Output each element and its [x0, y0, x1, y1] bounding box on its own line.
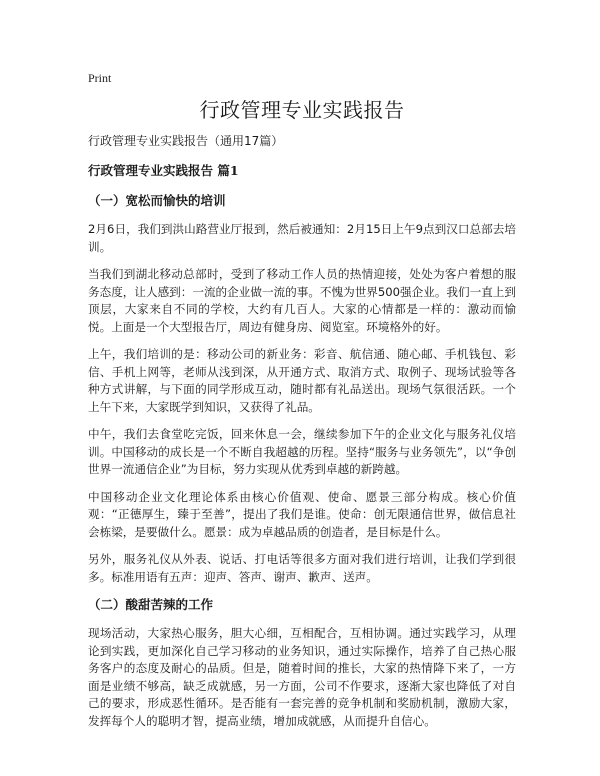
paragraph: 另外，服务礼仪从外表、说话、打电话等很多方面对我们进行培训，让我们学到很多。标准用语有五声：迎声、答声、谢声、歉声、送声。	[88, 552, 516, 584]
page-title: 行政管理专业实践报告	[199, 98, 405, 122]
print-link[interactable]: Print	[88, 71, 112, 85]
paragraph: 上午，我们培训的是：移动公司的新业务：彩音、航信通、随心邮、手机钱包、彩信、手机上网等，老师从浅到深，从开通方式、取消方式、取例子、现场试验等各种方式讲解，与下面的同学形成互动，随时都有礼品送出。现场气氛很活跃。一个上午下来，大家既学到知识，又获得了礼品。	[88, 347, 516, 414]
section-heading-training: （一）宽松而愉快的培训	[88, 193, 226, 208]
paragraph: 当我们到湖北移动总部时，受到了移动工作人员的热情迎接，处处为客户着想的服务态度，让人感到：一流的企业做一流的事。不愧为世界500强企业。我们一直上到顶层，大家来自不同的学校，大约有几百人。大家的心情都是一样的：激动而愉悦。上面是一个大型报告厅，周边有健身房、阅览室。环境格外的好。	[88, 267, 516, 334]
paragraph: 2月6日，我们到洪山路营业厅报到，然后被通知：2月15日上午9点到汉口总部去培训。	[88, 222, 516, 254]
part-heading: 行政管理专业实践报告 篇1	[88, 163, 239, 178]
document-subtitle: 行政管理专业实践报告（通用17篇）	[88, 134, 284, 148]
document-page	[88, 70, 516, 740]
paragraph: 现场活动，大家热心服务，胆大心细，互相配合，互相协调。通过实践学习，从理论到实践，更加深化自己学习移动的业务知识，通过实际操作，培养了自己热心服务客户的态度及耐心的品质。但是，随着时间的推长，大家的热情降下来了，一方面是业绩不够高，缺乏成就感，另一方面，公司不作要求，逐渐大家也降低了对自己的要求，形成恶性循环。是否能有一套完善的竞争机制和奖励机制，激励大家，发挥每个人的聪明才智，提高业绩，增加成就感，从而提升自信心。	[88, 626, 516, 728]
paragraph: 中午，我们去食堂吃完饭，回来休息一会，继续参加下午的企业文化与服务礼仪培训。中国移动的成长是一个不断自我超越的历程。坚持“服务与业务领先”，以“争创世界一流通信企业”为目标，努力实现从优秀到卓越的新跨越。	[88, 427, 516, 476]
section-heading-work: （二）酸甜苦辣的工作	[88, 597, 214, 612]
paragraph: 中国移动企业文化理论体系由核心价值观、使命、愿景三部分构成。核心价值观：“正德厚生，臻于至善”，提出了我们是谁。使命：创无限通信世界，做信息社会栋梁，是要做什么。愿景：成为卓越品质的创造者，是目标是什么。	[88, 489, 516, 539]
